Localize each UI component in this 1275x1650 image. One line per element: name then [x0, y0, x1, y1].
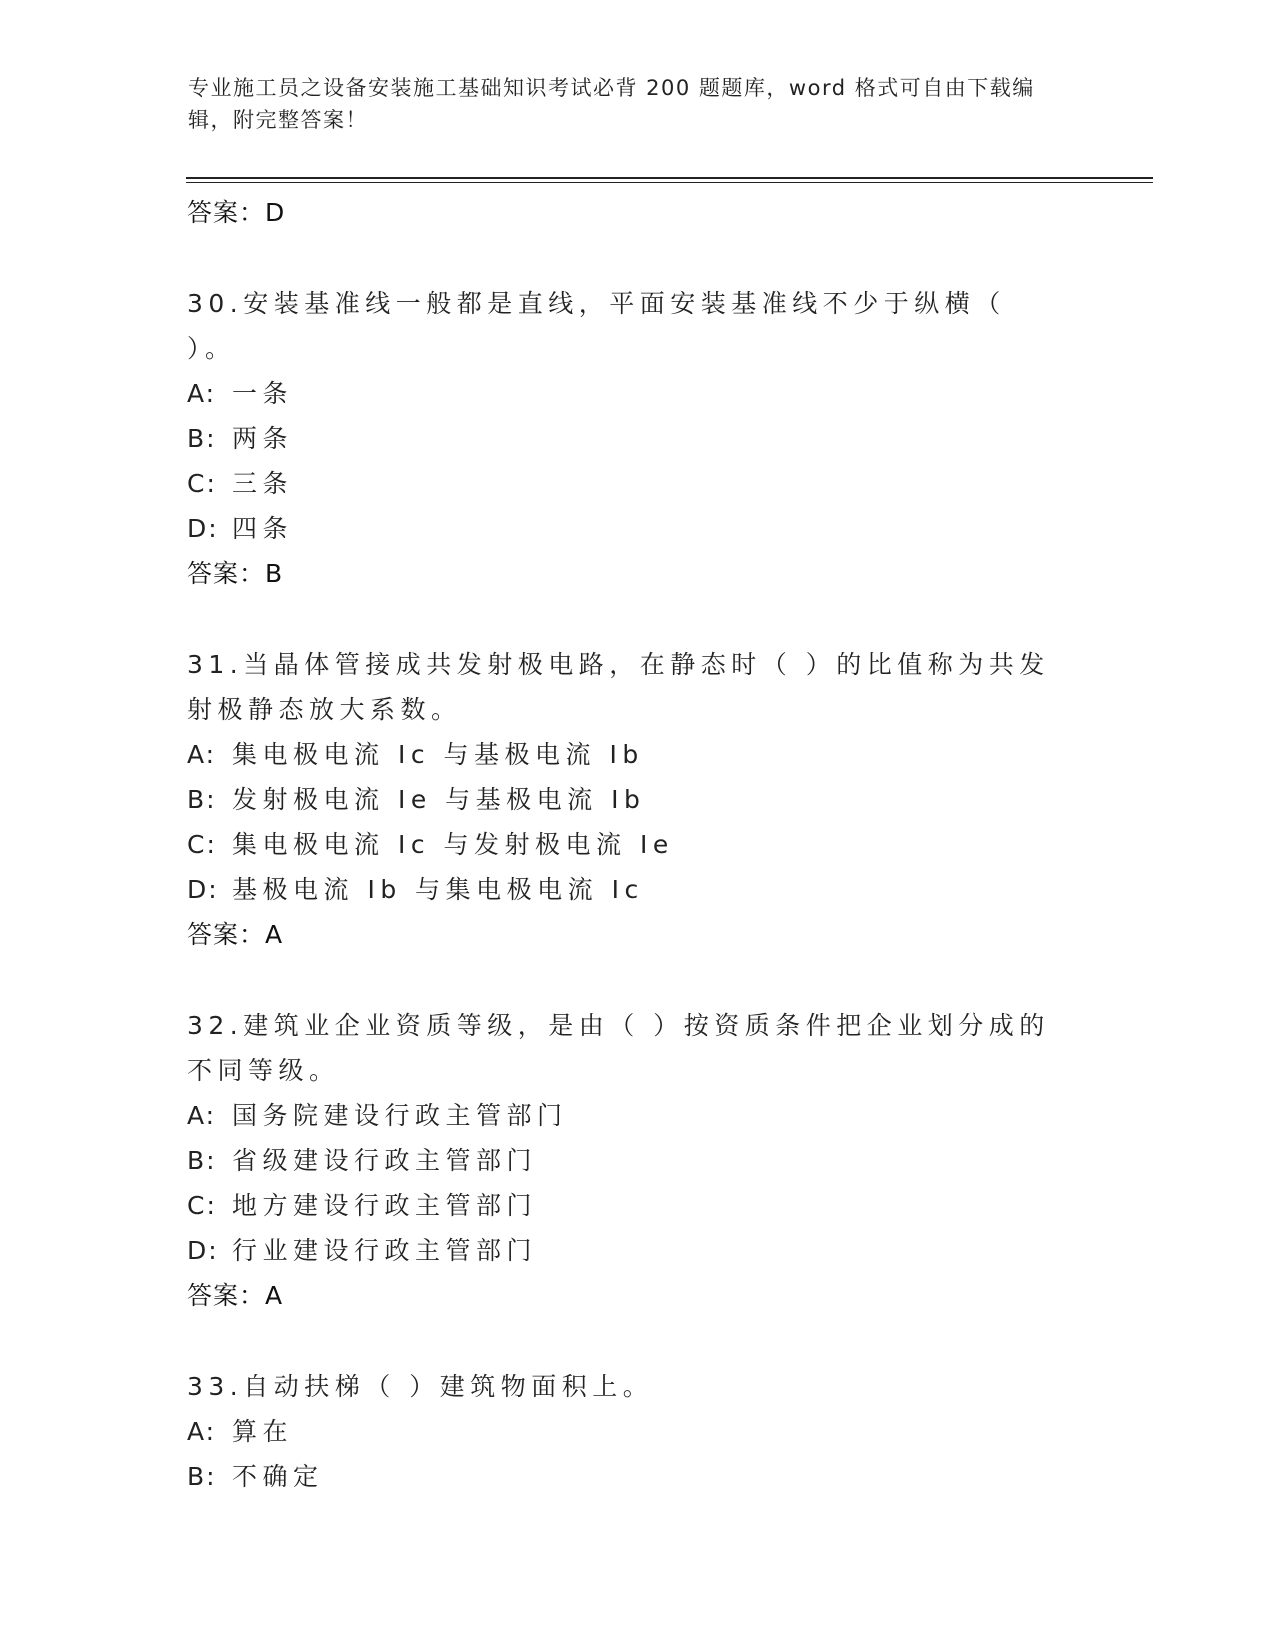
option-text: 发射极电流 Ie 与基极电流 Ib — [232, 785, 646, 814]
question-answer: 答案：A — [187, 920, 284, 949]
option-b — [187, 777, 1067, 822]
option-text: 一条 — [232, 379, 294, 408]
option-text: 算在 — [232, 1417, 294, 1446]
question-answer: 答案：B — [187, 559, 284, 588]
option-text: 省级建设行政主管部门 — [232, 1146, 538, 1175]
option-letter: D: — [187, 1236, 219, 1265]
option-c — [187, 822, 1067, 867]
document-header: 专业施工员之设备安装施工基础知识考试必背 200 题题库，word 格式可自由下载编辑，附完整答案！ — [188, 76, 1035, 132]
option-letter: A: — [187, 379, 217, 408]
option-text: 行业建设行政主管部门 — [232, 1236, 538, 1265]
question-stem: 32.建筑业企业资质等级，是由（ ）按资质条件把企业划分成的不同等级。 — [187, 1011, 1050, 1085]
option-text: 集电极电流 Ic 与发射极电流 Ie — [232, 830, 674, 859]
option-a — [187, 1093, 1067, 1138]
option-letter: A: — [187, 1101, 217, 1130]
question-stem: 31.当晶体管接成共发射极电路，在静态时（ ）的比值称为共发射极静态放大系数。 — [187, 650, 1050, 724]
option-letter: B: — [187, 785, 217, 814]
option-d — [187, 1228, 1067, 1273]
option-c — [187, 1183, 1067, 1228]
option-letter: C: — [187, 830, 217, 859]
option-text: 两条 — [232, 424, 294, 453]
option-letter: D: — [187, 875, 219, 904]
question-30 — [187, 281, 1067, 596]
question-stem: 30.安装基准线一般都是直线，平面安装基准线不少于纵横（ ）。 — [187, 289, 1006, 363]
option-a — [187, 1409, 1067, 1454]
option-d — [187, 506, 1067, 551]
option-text: 四条 — [232, 514, 294, 543]
option-text: 三条 — [232, 469, 294, 498]
option-letter: B: — [187, 1462, 217, 1491]
option-letter: B: — [187, 1146, 217, 1175]
option-letter: C: — [187, 1191, 217, 1220]
previous-answer: 答案：D — [187, 198, 286, 227]
option-b — [187, 1454, 1067, 1499]
question-32 — [187, 1003, 1067, 1318]
option-c — [187, 461, 1067, 506]
option-letter: D: — [187, 514, 219, 543]
option-text: 基极电流 Ib 与集电极电流 Ic — [232, 875, 644, 904]
option-letter: B: — [187, 424, 217, 453]
question-31 — [187, 642, 1067, 957]
option-a — [187, 732, 1067, 777]
option-letter: A: — [187, 1417, 217, 1446]
header-divider-thick — [186, 177, 1153, 179]
option-b — [187, 1138, 1067, 1183]
question-answer: 答案：A — [187, 1281, 284, 1310]
question-33 — [187, 1364, 1067, 1499]
option-letter: C: — [187, 469, 217, 498]
option-text: 地方建设行政主管部门 — [232, 1191, 538, 1220]
question-stem: 33.自动扶梯（ ）建筑物面积上。 — [187, 1372, 654, 1401]
question-list — [187, 190, 1067, 1499]
option-letter: A: — [187, 740, 217, 769]
option-b — [187, 416, 1067, 461]
option-text: 不确定 — [232, 1462, 324, 1491]
option-a — [187, 371, 1067, 416]
option-d — [187, 867, 1067, 912]
option-text: 集电极电流 Ic 与基极电流 Ib — [232, 740, 644, 769]
header-divider-thin — [186, 182, 1153, 183]
option-text: 国务院建设行政主管部门 — [232, 1101, 568, 1130]
